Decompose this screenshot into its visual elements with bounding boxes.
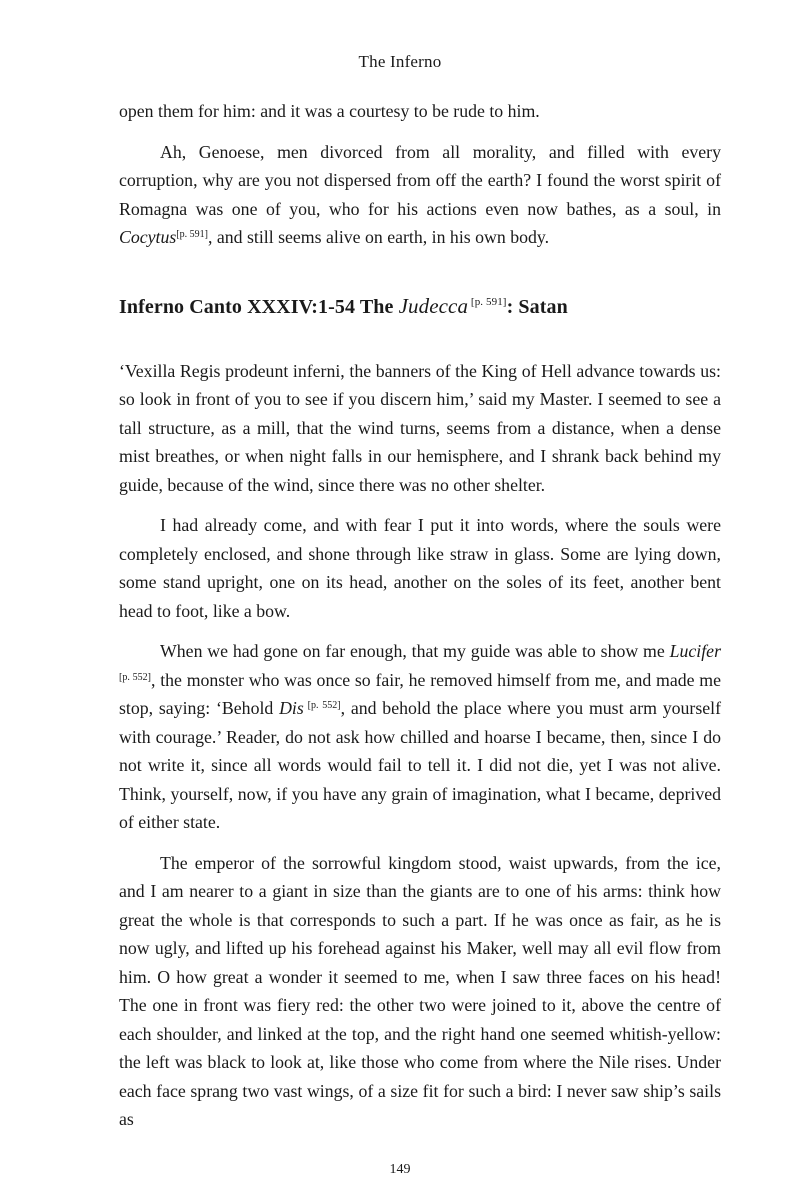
glossary-term-link[interactable]: Judecca xyxy=(398,293,469,318)
page-reference[interactable]: [p. 591] xyxy=(468,295,507,308)
paragraph xyxy=(119,511,721,625)
paragraph xyxy=(119,849,721,1134)
paragraph-text: ‘Vexilla Regis prodeunt inferni, the banners of the King of Hell advance towards us: so look in front of you to see if you discern him,’ said my Master. I seemed to see a tall structure, as a mill, that the wind turns, seems from a distance, when a dense mist breathes, or when night falls in our hemisphere, and I shrank back behind my guide, because of the wind, since there was no other shelter. xyxy=(119,360,721,495)
page-body xyxy=(119,97,721,1146)
paragraph xyxy=(119,97,721,126)
paragraph-text: , and behold the place where you must arm yourself with courage.’ Reader, do not ask how chilled and hoarse I became, then, since I do not write it, since all words would fail to tell it. I did not die, yet I was not alive. Think, yourself, now, if you have any grain of imagination, what I became, deprived of either state. xyxy=(119,698,721,832)
paragraph-text: open them for him: and it was a courtesy to be rude to him. xyxy=(119,101,540,121)
section-heading xyxy=(119,292,721,321)
heading-text: Inferno Canto XXXIV:1-54 The xyxy=(119,295,399,318)
paragraph xyxy=(119,138,721,252)
paragraph-text: , the monster who was once so fair, he removed himself from me, and made me stop, saying: ‘Behold xyxy=(119,669,721,718)
paragraph-text: I had already come, and with fear I put it into words, where the souls were completely enclosed, and shone through like straw in glass. Some are lying down, some stand upright, one on its head, another on the soles of its feet, another bent head to foot, like a bow. xyxy=(119,515,721,621)
glossary-term-link[interactable]: Dis xyxy=(279,698,304,718)
page-reference[interactable]: [p. 552] xyxy=(303,700,341,711)
paragraph-text: The emperor of the sorrowful kingdom stood, waist upwards, from the ice, and I am nearer to a giant in size than the giants are to one of his arms: think how great the whole is that corresponds to such a part. If he was once as fair, as he is now ugly, and lifted up his forehead against his Maker, well may all evil flow from him. O how great a wonder it seemed to me, when I saw three faces on his head! The one in front was fiery red: the other two were joined to it, above the centre of each shoulder, and linked at the top, and the right hand one seemed whitish-yellow: the left was black to look at, like those who come from where the Nile rises. Under each face sprang two vast wings, of a size fit for such a bird: I never saw ship’s sails as xyxy=(119,852,721,1129)
glossary-term-link[interactable]: Lucifer xyxy=(669,641,721,661)
heading-text: : Satan xyxy=(506,295,568,318)
running-head: The Inferno xyxy=(358,52,442,71)
paragraph-text: Ah, Genoese, men divorced from all morality, and filled with every corruption, why are you not dispersed from off the earth? I found the worst spirit of Romagna was one of you, who for his actions even now bathes, as a soul, in xyxy=(119,141,721,219)
paragraph xyxy=(119,637,721,837)
paragraph-text: When we had gone on far enough, that my guide was able to show me xyxy=(160,641,670,661)
glossary-term-link[interactable]: Cocytus xyxy=(119,227,177,247)
paragraph-text: , and still seems alive on earth, in his own body. xyxy=(207,227,550,247)
page-reference[interactable]: [p. 552] xyxy=(119,671,151,683)
paragraph xyxy=(119,357,721,500)
page-number: 149 xyxy=(389,1162,411,1177)
page-reference[interactable]: [p. 591] xyxy=(176,229,208,240)
